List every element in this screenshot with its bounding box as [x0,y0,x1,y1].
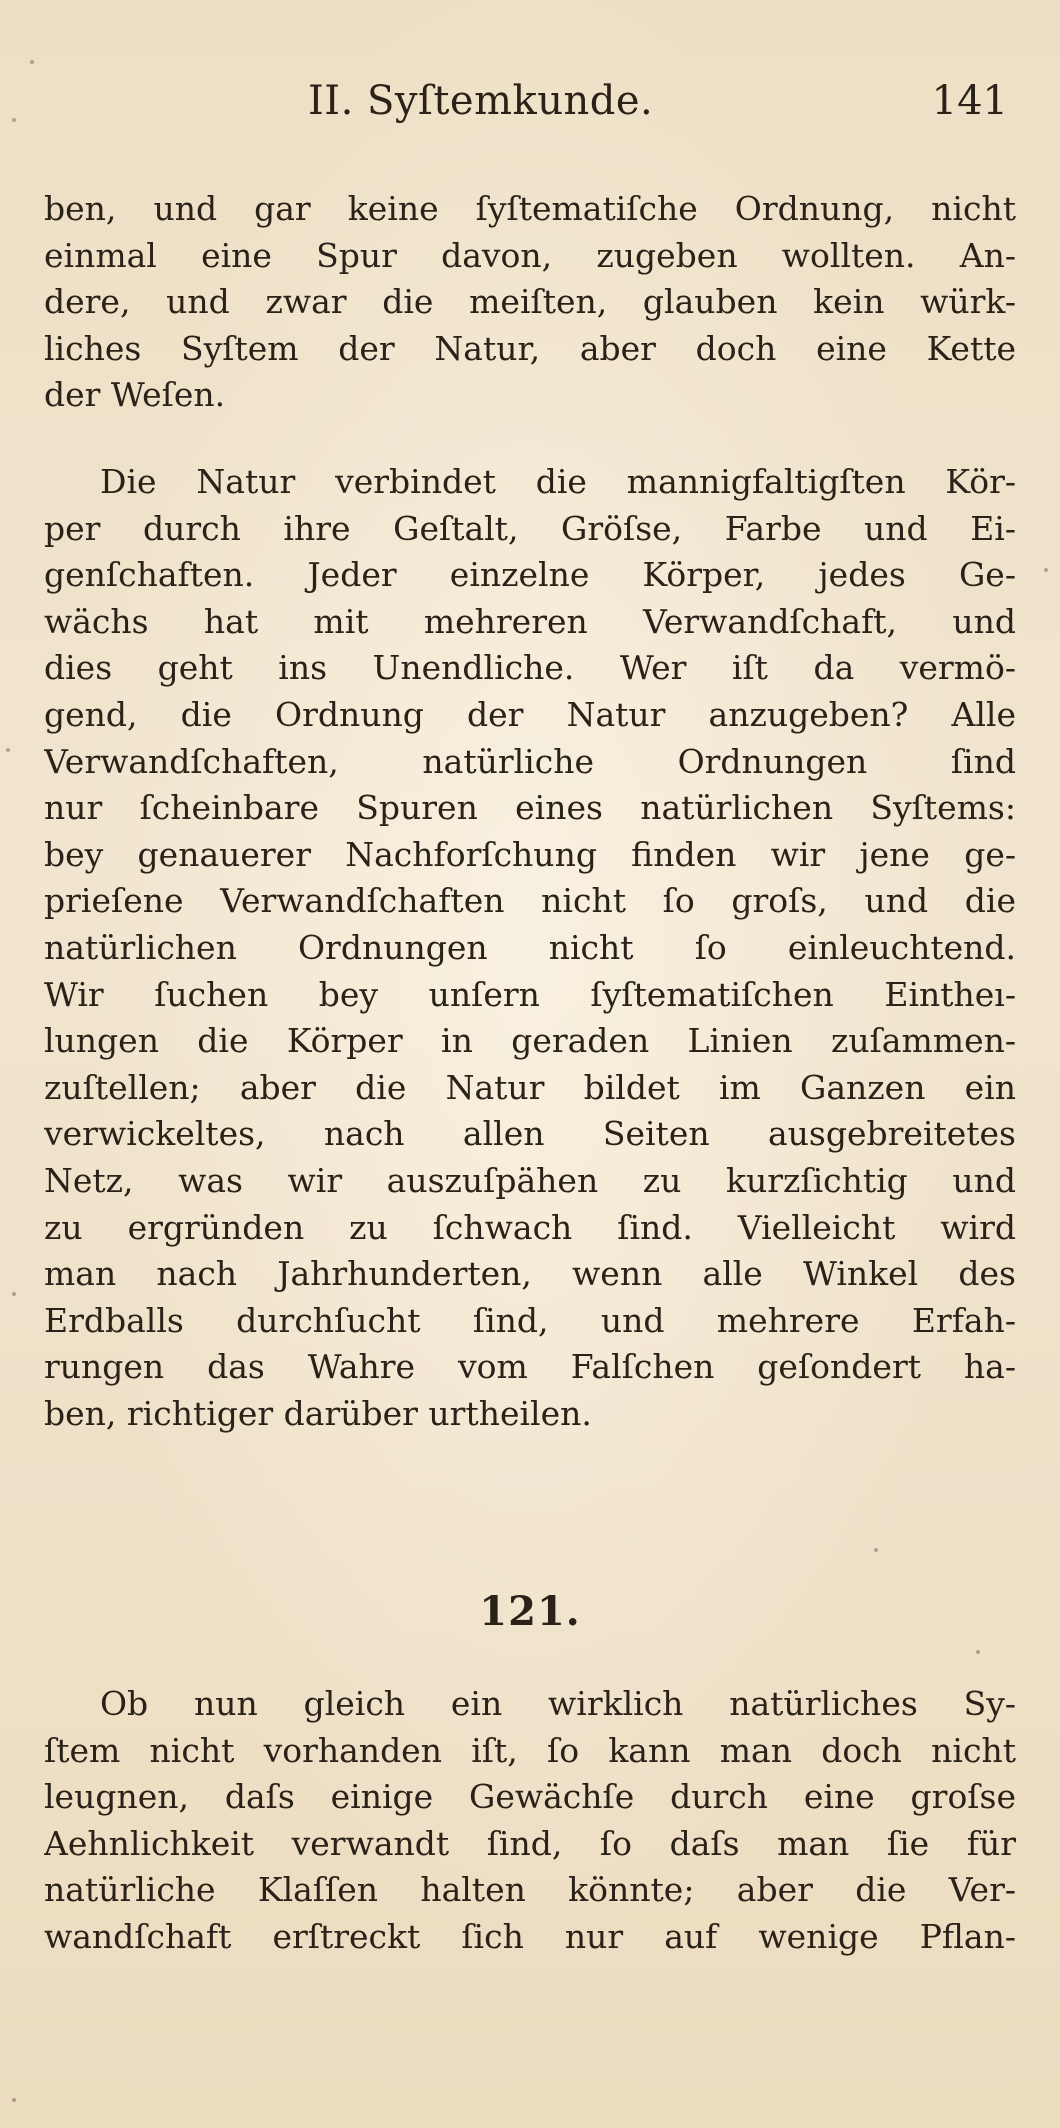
text-line: der Weſen. [44,375,226,415]
text-line: zu ergründen zu ſchwach ſind. Vielleicht wird [44,1207,1016,1247]
text-line: man nach Jahrhunderten, wenn alle Winkel des [44,1254,1016,1294]
running-title: II. Syſtemkunde. [308,78,654,124]
paragraph-section-121 [44,1681,1016,1961]
text-line: rungen das Wahre vom Falſchen geſondert ha- [44,1347,1016,1387]
text-line: dies geht ins Unendliche. Wer iſt da vermö- [44,648,1016,688]
text-line: ben, richtiger darüber urtheilen. [44,1393,592,1433]
text-line: ben, und gar keine ſyſtematiſche Ordnung, nicht [44,189,1016,228]
paper-speck [12,2098,16,2102]
text-line: Aehnlichkeit verwandt ſind, ſo daſs man ſie für [44,1823,1016,1863]
text-line: liches Syſtem der Natur, aber doch eine Kette [44,328,1016,368]
paragraph-nature [44,459,1016,1437]
text-line: natürliche Klaſſen halten könnte; aber die Ver- [44,1870,1016,1910]
text-line: wandſchaft erſtreckt ſich nur auf wenige Pflan- [44,1916,1016,1956]
paper-speck [30,60,34,64]
paper-speck [976,1650,980,1654]
text-line: gend, die Ordnung der Natur anzugeben? Alle [44,694,1016,734]
text-line: prieſene Verwandſchaften nicht ſo groſs, und die [44,881,1016,921]
text-line: per durch ihre Geſtalt, Gröſse, Farbe und Ei- [44,508,1016,548]
page-number: 141 [931,78,1008,124]
text-line: natürlichen Ordnungen nicht ſo einleuchtend. [44,927,1016,967]
text-line: Ob nun gleich ein wirklich natürliches Sy- [100,1684,1016,1723]
section-number: 121. [479,1588,581,1635]
text-line: bey genauerer Nachforſchung finden wir jene ge- [44,834,1016,874]
text-line: zuſtellen; aber die Natur bildet im Ganzen ein [44,1067,1016,1107]
text-line: verwickeltes, nach allen Seiten ausgebreitetes [44,1114,1016,1154]
text-line: genſchaften. Jeder einzelne Körper, jedes Ge- [44,555,1016,595]
text-line: Die Natur verbindet die mannigfaltigſten Kör- [100,462,1016,501]
text-line: nur ſcheinbare Spuren eines natürlichen Syſtems: [44,788,1016,828]
text-line: leugnen, daſs einige Gewächſe durch eine groſse [44,1777,1016,1817]
text-line: lungen die Körper in geraden Linien zuſammen- [44,1021,1016,1061]
text-line: dere, und zwar die meiſten, glauben kein würk- [44,282,1016,322]
text-line: Netz, was wir auszuſpähen zu kurzſichtig und [44,1160,1016,1200]
text-line: Wir ſuchen bey unſern ſyſtematiſchen Eintheı- [44,974,1016,1014]
paper-speck [874,1548,878,1552]
text-line: ſtem nicht vorhanden iſt, ſo kann man doch nicht [44,1730,1016,1770]
text-line: Verwandſchaften, natürliche Ordnungen ſind [44,741,1016,781]
text-line: wächs hat mit mehreren Verwandſchaft, und [44,601,1016,641]
text-line: einmal eine Spur davon, zugeben wollten. An- [44,235,1016,275]
paper-speck [1044,568,1048,572]
page-header [0,78,1060,138]
paper-speck [6,748,10,752]
paper-speck [12,1292,16,1296]
text-line: Erdballs durchſucht ſind, und mehrere Erfah- [44,1300,1016,1340]
paragraph-continued [44,186,1016,419]
